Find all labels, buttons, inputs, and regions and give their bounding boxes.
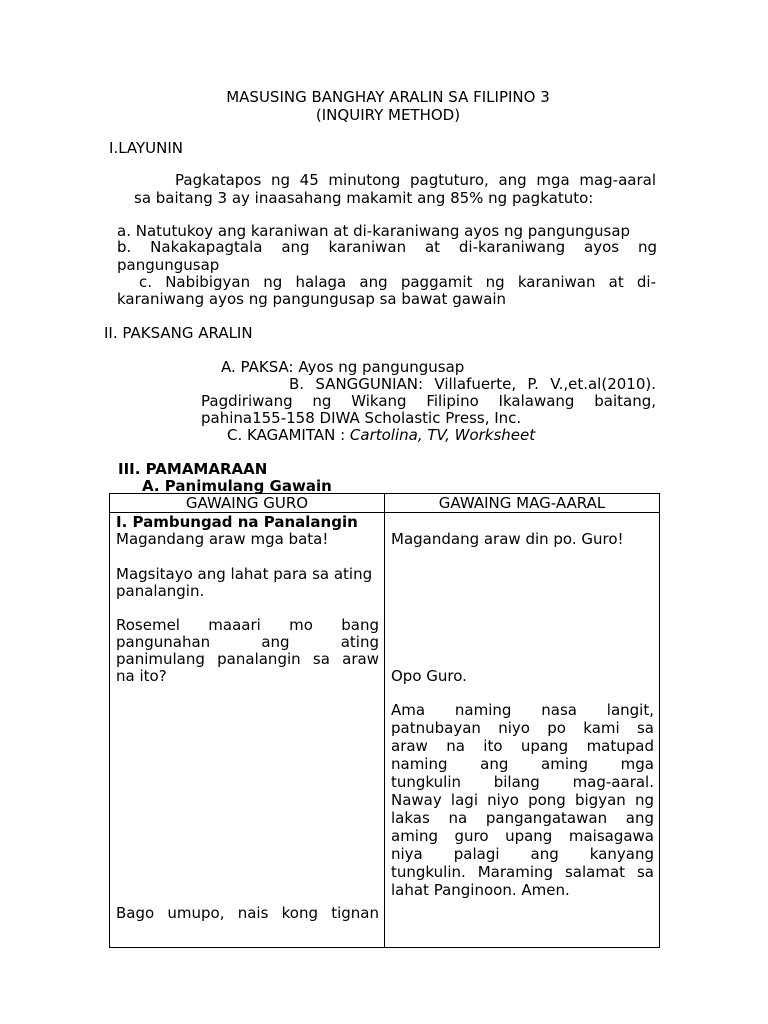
layunin-item-c-cont: karaniwang ayos ng pangungusap sa bawat gawain — [117, 290, 507, 308]
prayer-line-3: araw na ito upang matupad — [391, 737, 654, 755]
table-header-row — [110, 494, 660, 513]
guro-last-line: Bago umupo, nais kong tignan — [116, 904, 379, 922]
guro-rosemel-line-2: pangunahan ang ating — [116, 633, 379, 651]
prayer-line-8: aming guro upang maisagawa — [391, 827, 654, 845]
prayer-line-6: Naway lagi niyo pong bigyan ng — [391, 791, 654, 809]
mag-aaral-cell — [385, 513, 660, 948]
prayer-line-4: naming ang aming mga — [391, 755, 654, 773]
guro-greeting: Magandang araw mga bata! — [116, 530, 329, 548]
prayer-line-1: Ama naming nasa langit, — [391, 701, 654, 719]
prayer-line-2: patnubayan niyo po kami sa — [391, 719, 654, 737]
lesson-plan-table — [109, 493, 660, 948]
layunin-heading: I.LAYUNIN — [109, 139, 183, 157]
layunin-item-c: c. Nabibigyan ng halaga ang paggamit ng karaniwan at di- — [139, 273, 656, 291]
prayer-line-7: lakas na pangangatawan ang — [391, 809, 654, 827]
kagamitan-value: Cartolina, TV, Worksheet — [349, 426, 536, 444]
guro-cell — [110, 513, 385, 948]
document-title: MASUSING BANGHAY ARALIN SA FILIPINO 3 — [226, 88, 550, 106]
kagamitan-label: C. KAGAMITAN : — [227, 426, 350, 444]
column-header-gawaing-guro: GAWAING GURO — [110, 494, 385, 513]
guro-stand-line-2: panalangin. — [116, 582, 205, 600]
paksang-aralin-heading: II. PAKSANG ARALIN — [104, 324, 253, 342]
kagamitan-line — [227, 426, 535, 444]
mag-aaral-opo: Opo Guro. — [391, 667, 467, 685]
sanggunian-line-2: Pagdiriwang ng Wikang Filipino Ikalawang baitang, — [201, 392, 656, 410]
guro-rosemel-line-3: panimulang panalangin sa araw — [116, 650, 379, 668]
layunin-intro-line-1: Pagkatapos ng 45 minutong pagtuturo, ang mga mag-aaral — [175, 171, 656, 189]
pamamaraan-heading: III. PAMAMARAAN — [118, 460, 268, 478]
guro-stand-line-1: Magsitayo ang lahat para sa ating — [116, 565, 373, 583]
guro-rosemel-line-1: Rosemel maaari mo bang — [116, 616, 379, 634]
prayer-line-11: lahat Panginoon. Amen. — [391, 881, 570, 899]
paksa-line: A. PAKSA: Ayos ng pangungusap — [221, 358, 465, 376]
prayer-line-10: tungkulin. Maraming salamat sa — [391, 863, 654, 881]
column-header-gawaing-mag-aaral: GAWAING MAG-AARAL — [385, 494, 660, 513]
panimulang-gawain-heading: A. Panimulang Gawain — [142, 477, 332, 495]
prayer-line-9: niya palagi ang kanyang — [391, 845, 654, 863]
mag-aaral-greeting-reply: Magandang araw din po. Guro! — [391, 530, 624, 548]
layunin-item-b: b. Nakakapagtala ang karaniwan at di-karaniwang ayos ng — [117, 238, 657, 256]
layunin-item-a: a. Natutukoy ang karaniwan at di-karaniwang ayos ng pangungusap — [117, 222, 631, 240]
table-row — [110, 513, 660, 948]
section-title: I. Pambungad na Panalangin — [116, 513, 358, 531]
layunin-item-b-cont: pangungusap — [117, 256, 220, 274]
document-subtitle: (INQUIRY METHOD) — [315, 106, 461, 124]
guro-rosemel-line-4: na ito? — [116, 667, 167, 685]
prayer-line-5: tungkulin bilang mag-aaral. — [391, 773, 654, 791]
sanggunian-line-3: pahina155-158 DIWA Scholastic Press, Inc. — [201, 409, 522, 427]
layunin-intro-line-2: sa baitang 3 ay inaasahang makamit ang 85% ng pagkatuto: — [134, 189, 594, 207]
sanggunian-line-1: B. SANGGUNIAN: Villafuerte, P. V.,et.al(2010). — [289, 375, 656, 393]
